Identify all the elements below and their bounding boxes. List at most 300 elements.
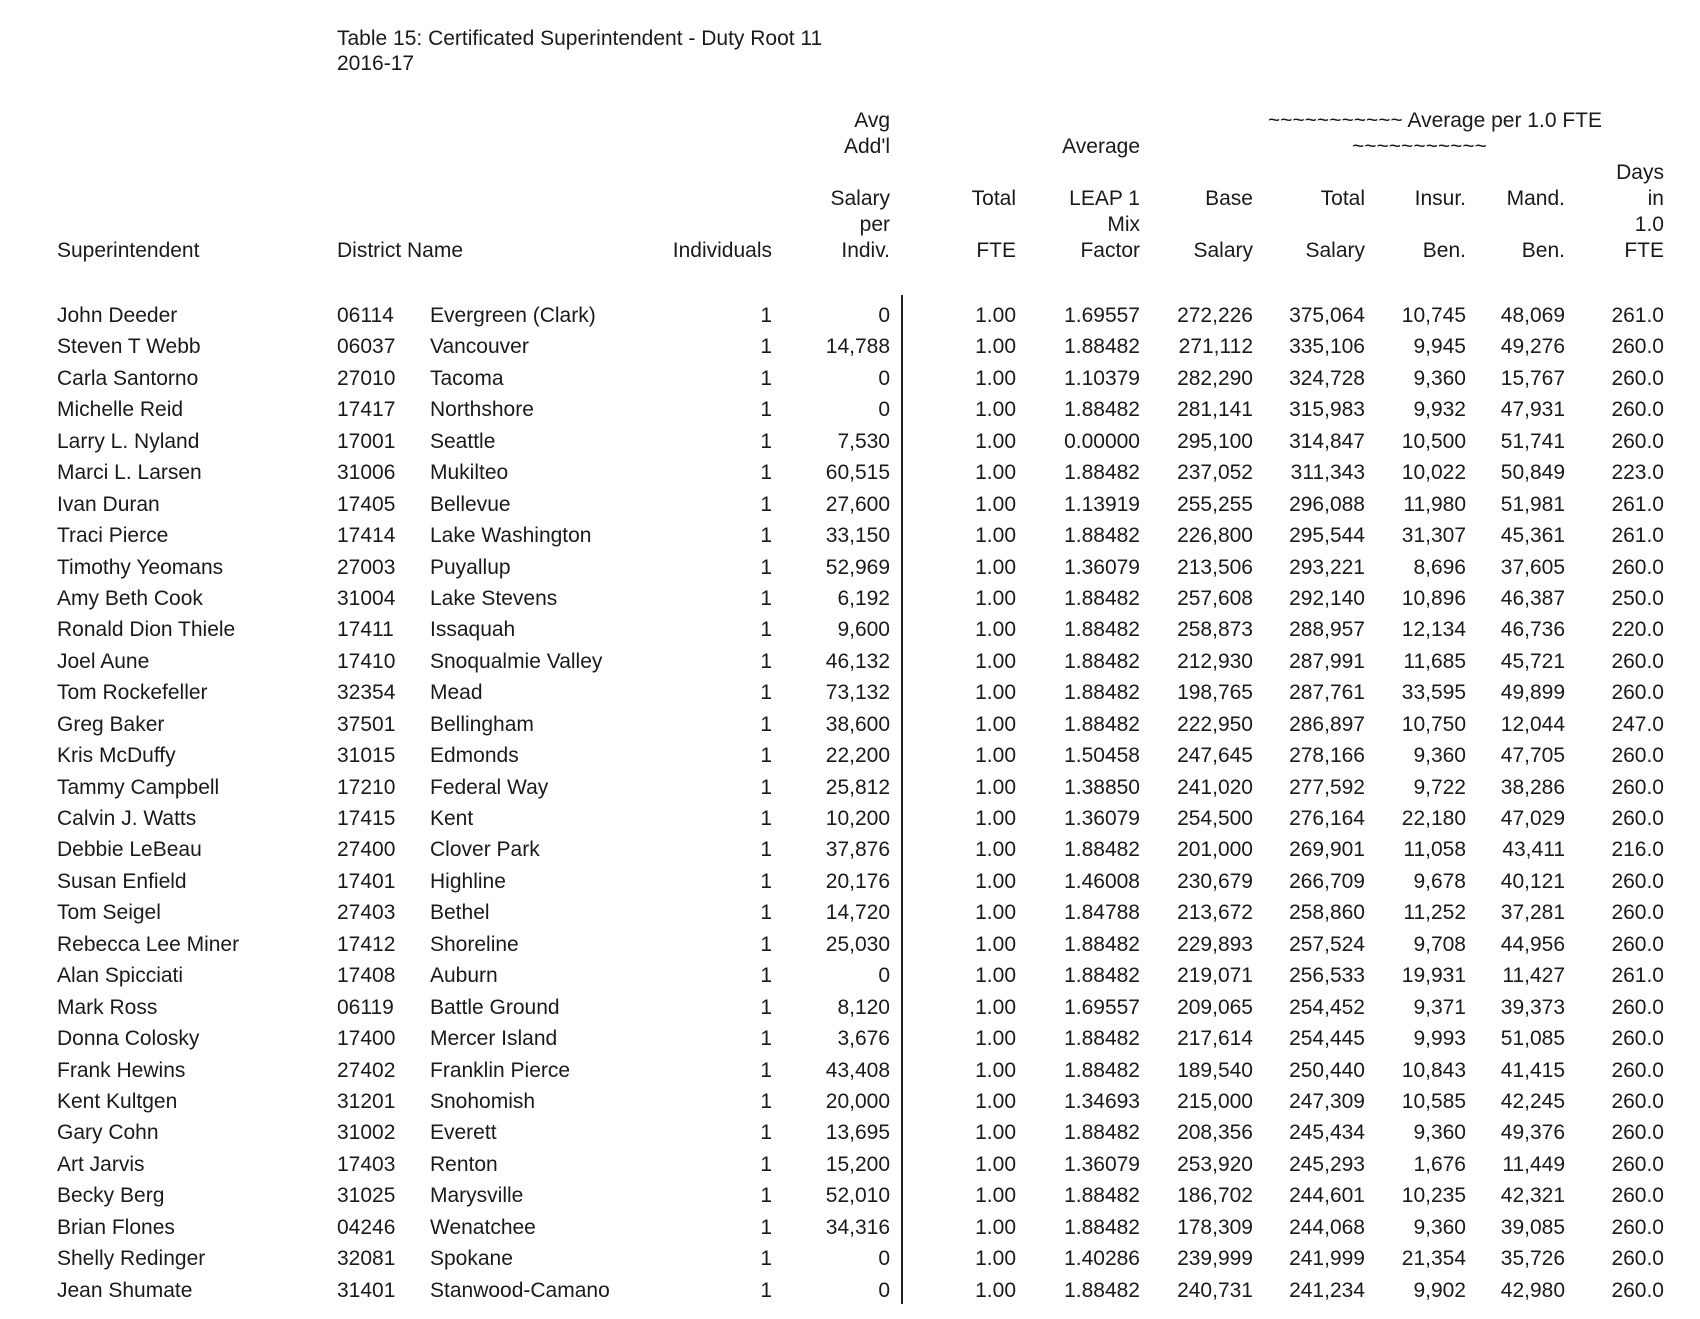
base-salary: 213,506 — [1177, 555, 1253, 579]
avg-addl-salary: 34,316 — [825, 1215, 890, 1239]
mandatory-benefits: 51,741 — [1500, 429, 1565, 453]
avg-addl-salary: 15,200 — [825, 1152, 890, 1176]
leap-mix-factor: 1.88482 — [1064, 1027, 1140, 1051]
mandatory-benefits: 40,121 — [1500, 869, 1565, 893]
superintendent-name: Debbie LeBeau — [57, 838, 202, 862]
insurance-benefits: 10,585 — [1401, 1089, 1466, 1113]
insurance-benefits: 19,931 — [1401, 964, 1466, 988]
total-salary: 314,847 — [1289, 429, 1365, 453]
district-name: Issaquah — [430, 618, 516, 642]
base-salary: 258,873 — [1177, 618, 1253, 642]
days-in-fte: 261.0 — [1611, 524, 1664, 548]
individuals-count: 1 — [760, 335, 772, 359]
total-fte: 1.00 — [975, 586, 1016, 610]
avg-addl-salary: 43,408 — [825, 1058, 890, 1082]
header-addl-line4: per — [859, 213, 890, 236]
header-total-salary — [1265, 186, 1365, 264]
base-salary: 239,999 — [1177, 1247, 1253, 1271]
avg-addl-salary: 6,192 — [837, 586, 890, 610]
header-mand-line2: Ben. — [1521, 239, 1565, 262]
leap-mix-factor: 1.88482 — [1064, 1121, 1140, 1145]
individuals-count: 1 — [760, 1247, 772, 1271]
insurance-benefits: 9,678 — [1413, 869, 1466, 893]
table-row — [0, 457, 1700, 488]
individuals-count: 1 — [760, 807, 772, 830]
header-base-line2: Salary — [1193, 239, 1253, 262]
individuals-count: 1 — [760, 995, 772, 1019]
mandatory-benefits: 46,387 — [1500, 586, 1565, 610]
district-code: 17408 — [337, 964, 396, 988]
days-in-fte: 260.0 — [1611, 366, 1664, 390]
insurance-benefits: 9,360 — [1413, 1121, 1466, 1145]
avg-addl-salary: 7,530 — [837, 429, 890, 453]
header-group-line2: ~~~~~~~~~~~ — [1352, 135, 1487, 158]
mandatory-benefits: 43,411 — [1502, 838, 1565, 862]
total-salary: 241,999 — [1289, 1247, 1365, 1271]
header-mandatory-benefits — [1465, 186, 1565, 264]
base-salary: 201,000 — [1177, 838, 1253, 862]
leap-mix-factor: 1.88482 — [1064, 932, 1140, 956]
avg-addl-salary: 20,000 — [825, 1089, 890, 1113]
total-fte: 1.00 — [975, 1027, 1016, 1051]
district-code: 17400 — [337, 1027, 396, 1051]
total-fte: 1.00 — [975, 1121, 1016, 1145]
superintendent-name: Becky Berg — [57, 1184, 165, 1208]
total-fte: 1.00 — [975, 932, 1016, 956]
days-in-fte: 260.0 — [1611, 995, 1664, 1019]
individuals-count: 1 — [760, 398, 772, 422]
days-in-fte: 260.0 — [1611, 932, 1664, 956]
district-code: 27403 — [337, 901, 396, 925]
superintendent-name: Joel Aune — [57, 649, 150, 673]
superintendent-name: Ronald Dion Thiele — [57, 618, 236, 642]
total-fte: 1.00 — [975, 869, 1016, 893]
avg-addl-salary: 25,030 — [825, 932, 890, 956]
mandatory-benefits: 45,721 — [1500, 649, 1565, 673]
district-code: 17410 — [337, 649, 396, 673]
individuals-count: 1 — [760, 1089, 772, 1113]
report-year: 2016-17 — [337, 52, 415, 75]
base-salary: 189,540 — [1177, 1058, 1253, 1082]
days-in-fte: 260.0 — [1611, 1278, 1664, 1302]
mandatory-benefits: 47,705 — [1500, 744, 1565, 768]
days-in-fte: 260.0 — [1611, 398, 1664, 422]
total-fte: 1.00 — [975, 775, 1016, 799]
days-in-fte: 260.0 — [1611, 555, 1664, 579]
header-fte-line2: FTE — [976, 239, 1016, 262]
total-fte: 1.00 — [975, 398, 1016, 422]
district-name: Auburn — [430, 964, 498, 988]
total-salary: 324,728 — [1289, 366, 1365, 390]
table-row — [0, 960, 1700, 991]
individuals-count: 1 — [760, 964, 772, 988]
district-code: 17401 — [337, 869, 396, 893]
insurance-benefits: 9,360 — [1413, 744, 1466, 768]
insurance-benefits: 22,180 — [1401, 807, 1466, 830]
superintendent-name: Kris McDuffy — [57, 744, 176, 768]
superintendent-name: Ivan Duran — [57, 492, 160, 516]
insurance-benefits: 10,022 — [1401, 461, 1466, 485]
leap-mix-factor: 1.88482 — [1064, 335, 1140, 359]
avg-addl-salary: 3,676 — [837, 1027, 890, 1051]
leap-mix-factor: 1.88482 — [1064, 964, 1140, 988]
total-salary: 287,761 — [1289, 681, 1365, 705]
superintendent-name: Larry L. Nyland — [57, 429, 200, 453]
insurance-benefits: 11,685 — [1403, 649, 1466, 673]
total-salary: 277,592 — [1289, 775, 1365, 799]
total-salary: 287,991 — [1289, 649, 1365, 673]
district-name: Snohomish — [430, 1089, 536, 1113]
superintendent-name: Gary Cohn — [57, 1121, 159, 1145]
leap-mix-factor: 1.50458 — [1064, 744, 1140, 768]
individuals-count: 1 — [760, 932, 772, 956]
base-salary: 222,950 — [1177, 712, 1253, 736]
avg-addl-salary: 0 — [878, 304, 890, 327]
total-fte: 1.00 — [975, 712, 1016, 736]
leap-mix-factor: 1.88482 — [1064, 1058, 1140, 1082]
mandatory-benefits: 49,276 — [1500, 335, 1565, 359]
superintendent-name: Shelly Redinger — [57, 1247, 206, 1271]
total-fte: 1.00 — [975, 335, 1016, 359]
district-name: Evergreen (Clark) — [430, 304, 596, 327]
days-in-fte: 261.0 — [1611, 304, 1664, 327]
total-fte: 1.00 — [975, 649, 1016, 673]
total-salary: 295,544 — [1289, 524, 1365, 548]
header-total-line1: Total — [1320, 187, 1365, 210]
district-code: 06037 — [337, 335, 396, 359]
insurance-benefits: 10,896 — [1401, 586, 1466, 610]
total-salary: 288,957 — [1289, 618, 1365, 642]
avg-addl-salary: 38,600 — [825, 712, 890, 736]
total-fte: 1.00 — [975, 429, 1016, 453]
leap-mix-factor: 1.40286 — [1064, 1247, 1140, 1271]
days-in-fte: 260.0 — [1611, 649, 1664, 673]
avg-addl-salary: 0 — [878, 964, 890, 988]
leap-mix-factor: 1.84788 — [1064, 901, 1140, 925]
total-salary: 258,860 — [1289, 901, 1365, 925]
total-salary: 335,106 — [1289, 335, 1365, 359]
district-code: 17412 — [337, 932, 396, 956]
days-in-fte: 260.0 — [1611, 901, 1664, 925]
base-salary: 186,702 — [1177, 1184, 1253, 1208]
base-salary: 215,000 — [1177, 1089, 1253, 1113]
individuals-count: 1 — [760, 681, 772, 705]
avg-addl-salary: 52,969 — [825, 555, 890, 579]
total-fte: 1.00 — [975, 461, 1016, 485]
days-in-fte: 247.0 — [1611, 712, 1664, 736]
base-salary: 237,052 — [1177, 461, 1253, 485]
base-salary: 257,608 — [1177, 586, 1253, 610]
header-base-salary — [1153, 186, 1253, 264]
individuals-count: 1 — [760, 1058, 772, 1082]
insurance-benefits: 11,252 — [1403, 901, 1466, 925]
total-fte: 1.00 — [975, 1152, 1016, 1176]
individuals-count: 1 — [760, 366, 772, 390]
header-leap-line0: Average — [1062, 135, 1140, 158]
superintendent-name: Art Jarvis — [57, 1152, 145, 1176]
individuals-count: 1 — [760, 744, 772, 768]
avg-addl-salary: 0 — [878, 366, 890, 390]
total-salary: 244,601 — [1289, 1184, 1365, 1208]
total-salary: 254,452 — [1289, 995, 1365, 1019]
mandatory-benefits: 38,286 — [1500, 775, 1565, 799]
insurance-benefits: 33,595 — [1401, 681, 1466, 705]
base-salary: 178,309 — [1177, 1215, 1253, 1239]
mandatory-benefits: 46,736 — [1500, 618, 1565, 642]
days-in-fte: 260.0 — [1611, 1027, 1664, 1051]
base-salary: 281,141 — [1177, 398, 1253, 422]
total-fte: 1.00 — [975, 524, 1016, 548]
days-in-fte: 260.0 — [1611, 807, 1664, 830]
days-in-fte: 220.0 — [1611, 618, 1664, 642]
days-in-fte: 250.0 — [1611, 586, 1664, 610]
header-addl-line3: Salary — [830, 187, 890, 210]
district-code: 17415 — [337, 807, 396, 830]
header-total-line2: Salary — [1305, 239, 1365, 262]
leap-mix-factor: 1.88482 — [1064, 1215, 1140, 1239]
mandatory-benefits: 42,321 — [1500, 1184, 1565, 1208]
insurance-benefits: 10,745 — [1401, 304, 1466, 327]
table-row — [0, 1055, 1700, 1086]
table-row — [0, 866, 1700, 897]
header-addl-line1: Avg — [854, 109, 890, 132]
superintendent-name: Rebecca Lee Miner — [57, 932, 240, 956]
superintendent-name: Tom Seigel — [57, 901, 161, 925]
insurance-benefits: 10,750 — [1401, 712, 1466, 736]
total-salary: 244,068 — [1289, 1215, 1365, 1239]
base-salary: 212,930 — [1177, 649, 1253, 673]
table-row — [0, 1117, 1700, 1148]
days-in-fte: 260.0 — [1611, 744, 1664, 768]
days-in-fte: 261.0 — [1611, 964, 1664, 988]
leap-mix-factor: 1.13919 — [1064, 492, 1140, 516]
total-salary: 256,533 — [1289, 964, 1365, 988]
district-code: 37501 — [337, 712, 396, 736]
individuals-count: 1 — [760, 429, 772, 453]
table-row — [0, 489, 1700, 520]
total-salary: 311,343 — [1290, 461, 1365, 485]
total-fte: 1.00 — [975, 492, 1016, 516]
header-group-line1: ~~~~~~~~~~~ Average per 1.0 FTE — [1267, 109, 1602, 132]
superintendent-name: Donna Colosky — [57, 1027, 200, 1051]
table-row — [0, 614, 1700, 645]
district-name: Shoreline — [430, 932, 519, 956]
district-code: 17414 — [337, 524, 396, 548]
header-leap-line3: Factor — [1080, 239, 1140, 262]
base-salary: 226,800 — [1177, 524, 1253, 548]
district-code: 17001 — [337, 429, 396, 453]
insurance-benefits: 9,371 — [1413, 995, 1466, 1019]
superintendent-name: John Deeder — [57, 304, 178, 327]
district-code: 17405 — [337, 492, 396, 516]
district-name: Puyallup — [430, 555, 511, 579]
avg-addl-salary: 13,695 — [825, 1121, 890, 1145]
insurance-benefits: 9,722 — [1413, 775, 1466, 799]
district-name: Mukilteo — [430, 461, 509, 485]
avg-addl-salary: 8,120 — [837, 995, 890, 1019]
district-code: 27003 — [337, 555, 396, 579]
district-code: 27402 — [337, 1058, 396, 1082]
header-base-line1: Base — [1205, 187, 1253, 210]
table-row — [0, 677, 1700, 708]
individuals-count: 1 — [760, 1278, 772, 1302]
base-salary: 230,679 — [1177, 869, 1253, 893]
table-row — [0, 583, 1700, 614]
header-fte-line1: Total — [971, 187, 1016, 210]
superintendent-name: Tom Rockefeller — [57, 681, 208, 705]
days-in-fte: 260.0 — [1611, 429, 1664, 453]
total-fte: 1.00 — [975, 618, 1016, 642]
header-days-line4: FTE — [1624, 239, 1664, 262]
header-insurance-benefits — [1366, 186, 1466, 264]
days-in-fte: 216.0 — [1611, 838, 1664, 862]
days-in-fte: 260.0 — [1611, 1058, 1664, 1082]
district-name: Lake Washington — [430, 524, 592, 548]
days-in-fte: 260.0 — [1611, 869, 1664, 893]
district-code: 31002 — [337, 1121, 396, 1145]
days-in-fte: 260.0 — [1611, 335, 1664, 359]
table-row — [0, 834, 1700, 865]
district-name: Renton — [430, 1152, 498, 1176]
district-name: Bellevue — [430, 492, 511, 516]
header-addl-line2: Add'l — [843, 135, 890, 158]
individuals-count: 1 — [760, 618, 772, 642]
superintendent-name: Susan Enfield — [57, 869, 187, 893]
avg-addl-salary: 14,720 — [825, 901, 890, 925]
days-in-fte: 260.0 — [1611, 1089, 1664, 1113]
district-name: Edmonds — [430, 744, 519, 768]
base-salary: 271,112 — [1178, 335, 1253, 359]
table-row — [0, 1275, 1700, 1306]
base-salary: 272,226 — [1177, 304, 1253, 327]
total-fte: 1.00 — [975, 681, 1016, 705]
superintendent-name: Calvin J. Watts — [57, 807, 197, 830]
mandatory-benefits: 47,029 — [1500, 807, 1565, 830]
district-name: Mercer Island — [430, 1027, 558, 1051]
district-code: 17403 — [337, 1152, 396, 1176]
total-salary: 247,309 — [1289, 1089, 1365, 1113]
insurance-benefits: 11,980 — [1403, 492, 1466, 516]
insurance-benefits: 10,500 — [1401, 429, 1466, 453]
district-name: Spokane — [430, 1247, 513, 1271]
base-salary: 240,731 — [1177, 1278, 1253, 1302]
insurance-benefits: 10,843 — [1401, 1058, 1466, 1082]
total-fte: 1.00 — [975, 1089, 1016, 1113]
insurance-benefits: 12,134 — [1401, 618, 1466, 642]
days-in-fte: 260.0 — [1611, 681, 1664, 705]
base-salary: 198,765 — [1177, 681, 1253, 705]
total-salary: 257,524 — [1289, 932, 1365, 956]
district-name: Highline — [430, 869, 506, 893]
leap-mix-factor: 1.69557 — [1064, 995, 1140, 1019]
header-ins-line2: Ben. — [1422, 239, 1466, 262]
total-salary: 286,897 — [1289, 712, 1365, 736]
district-name: Federal Way — [430, 775, 549, 799]
header-leap-line1: LEAP 1 — [1069, 187, 1140, 210]
individuals-count: 1 — [760, 869, 772, 893]
total-fte: 1.00 — [975, 304, 1016, 327]
district-code: 17417 — [337, 398, 396, 422]
table-row — [0, 1243, 1700, 1274]
base-salary: 253,920 — [1177, 1152, 1253, 1176]
table-row — [0, 1149, 1700, 1180]
table-row — [0, 1212, 1700, 1243]
insurance-benefits: 9,945 — [1413, 335, 1466, 359]
individuals-count: 1 — [760, 586, 772, 610]
header-days-in-fte — [1584, 160, 1664, 264]
insurance-benefits: 31,307 — [1401, 524, 1466, 548]
base-salary: 254,500 — [1177, 807, 1253, 830]
leap-mix-factor: 1.10379 — [1064, 366, 1140, 390]
table-row — [0, 394, 1700, 425]
leap-mix-factor: 1.36079 — [1064, 807, 1140, 830]
leap-mix-factor: 1.88482 — [1064, 586, 1140, 610]
avg-addl-salary: 14,788 — [825, 335, 890, 359]
mandatory-benefits: 11,449 — [1502, 1152, 1565, 1176]
total-fte: 1.00 — [975, 1184, 1016, 1208]
district-name: Lake Stevens — [430, 586, 558, 610]
leap-mix-factor: 1.46008 — [1064, 869, 1140, 893]
total-fte: 1.00 — [975, 901, 1016, 925]
district-code: 31004 — [337, 586, 396, 610]
district-name: Snoqualmie Valley — [430, 649, 603, 673]
avg-addl-salary: 0 — [878, 1247, 890, 1271]
superintendent-name: Alan Spicciati — [57, 964, 184, 988]
district-code: 17210 — [337, 775, 396, 799]
mandatory-benefits: 42,980 — [1500, 1278, 1565, 1302]
total-fte: 1.00 — [975, 1058, 1016, 1082]
superintendent-name: Traci Pierce — [57, 524, 169, 548]
mandatory-benefits: 15,767 — [1500, 366, 1565, 390]
insurance-benefits: 9,902 — [1413, 1278, 1466, 1302]
leap-mix-factor: 1.88482 — [1064, 461, 1140, 485]
mandatory-benefits: 48,069 — [1500, 304, 1565, 327]
total-fte: 1.00 — [975, 807, 1016, 830]
leap-mix-factor: 1.88482 — [1064, 1278, 1140, 1302]
district-code: 31401 — [337, 1278, 396, 1302]
mandatory-benefits: 42,245 — [1500, 1089, 1565, 1113]
header-days-line3: 1.0 — [1634, 213, 1664, 236]
total-fte: 1.00 — [975, 838, 1016, 862]
days-in-fte: 260.0 — [1611, 1184, 1664, 1208]
header-district-name: District Name — [337, 239, 464, 262]
days-in-fte: 223.0 — [1611, 461, 1664, 485]
leap-mix-factor: 1.88482 — [1064, 649, 1140, 673]
individuals-count: 1 — [760, 838, 772, 862]
table-row — [0, 331, 1700, 362]
avg-addl-salary: 0 — [878, 1278, 890, 1302]
mandatory-benefits: 51,085 — [1500, 1027, 1565, 1051]
leap-mix-factor: 0.00000 — [1064, 429, 1140, 453]
total-salary: 254,445 — [1289, 1027, 1365, 1051]
base-salary: 209,065 — [1177, 995, 1253, 1019]
leap-mix-factor: 1.88482 — [1064, 618, 1140, 642]
header-leap-line2: Mix — [1107, 213, 1140, 236]
district-name: Wenatchee — [430, 1215, 536, 1239]
district-code: 27010 — [337, 366, 396, 390]
leap-mix-factor: 1.88482 — [1064, 712, 1140, 736]
report-title: Table 15: Certificated Superintendent - Duty Root 11 — [337, 27, 823, 50]
leap-mix-factor: 1.88482 — [1064, 838, 1140, 862]
superintendent-name: Tammy Campbell — [57, 775, 220, 799]
table-row — [0, 426, 1700, 457]
table-row — [0, 300, 1700, 331]
mandatory-benefits: 35,726 — [1500, 1247, 1565, 1271]
individuals-count: 1 — [760, 1184, 772, 1208]
avg-addl-salary: 60,515 — [825, 461, 890, 485]
days-in-fte: 260.0 — [1611, 1215, 1664, 1239]
insurance-benefits: 8,696 — [1413, 555, 1466, 579]
